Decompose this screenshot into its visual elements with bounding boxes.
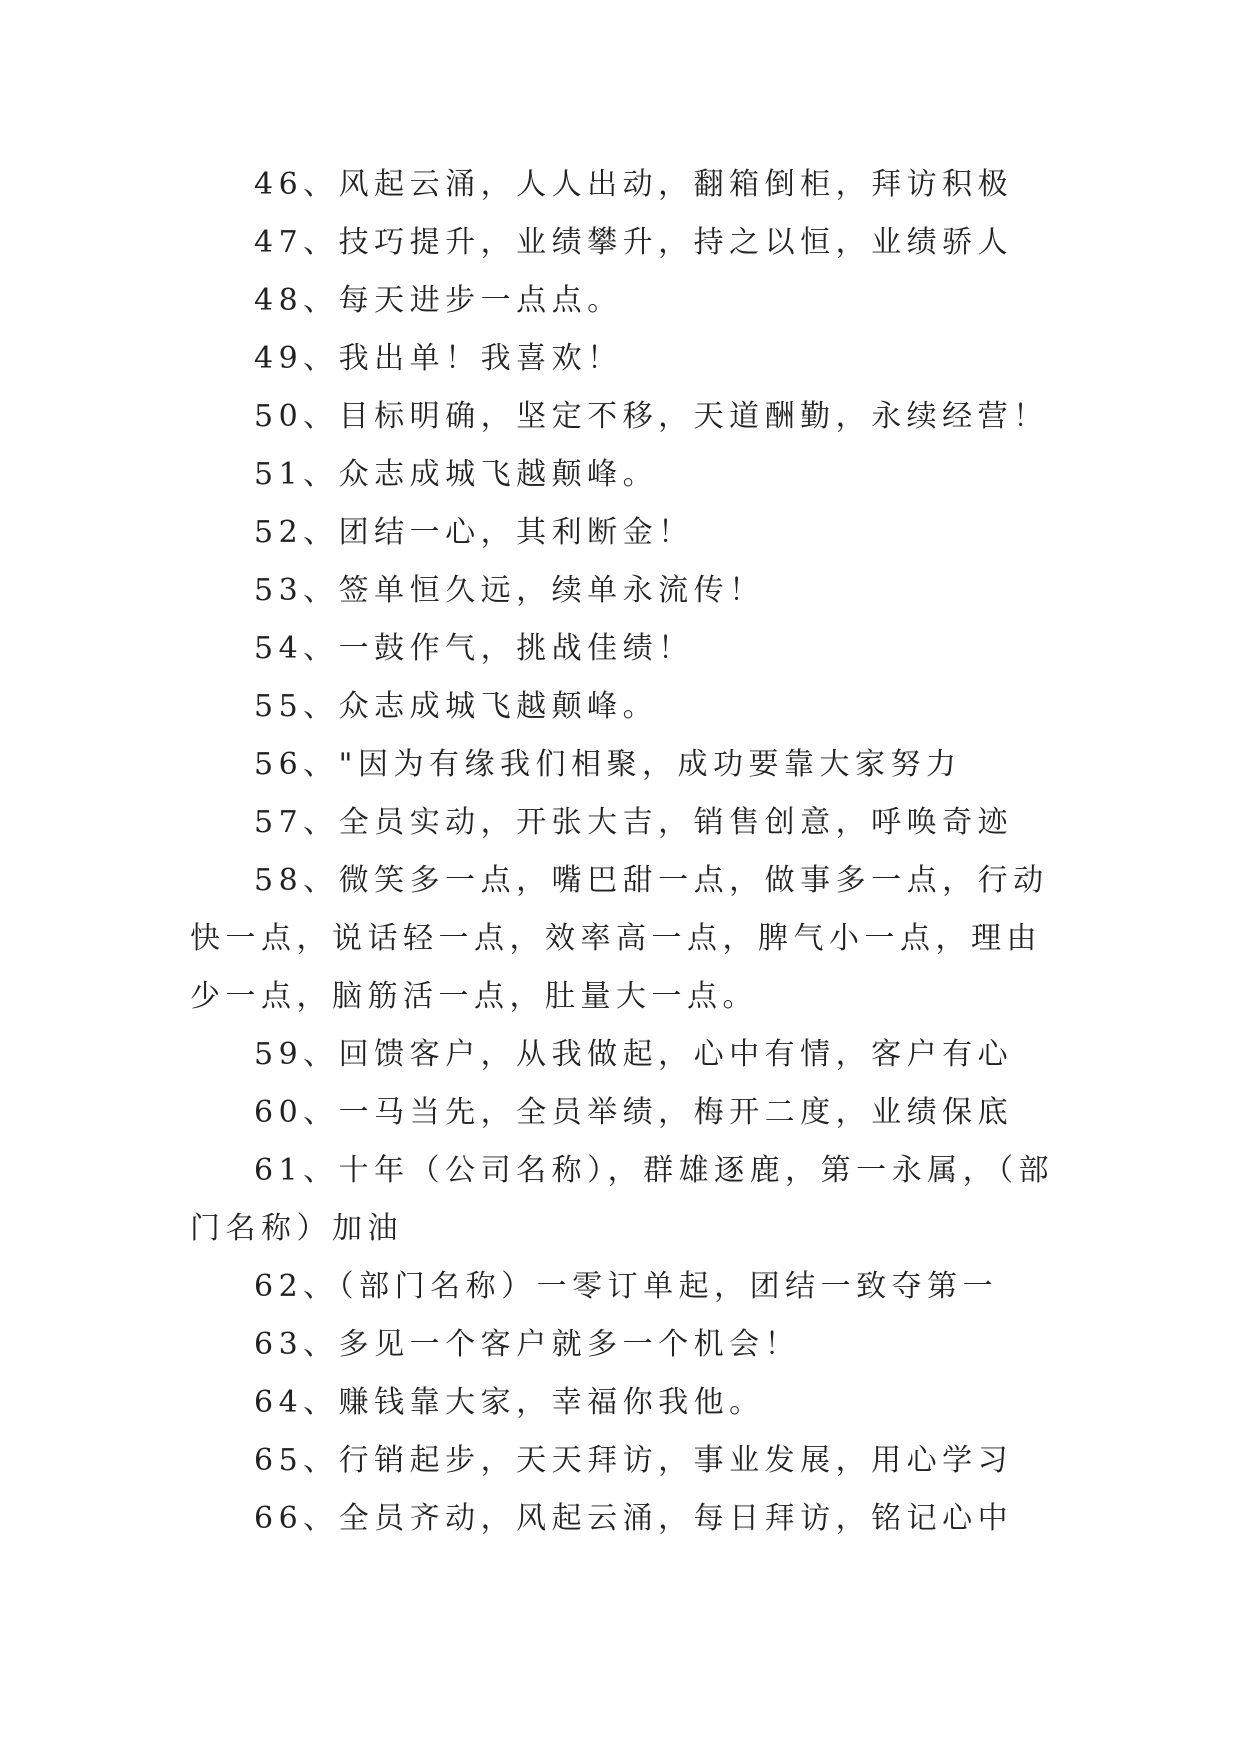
- list-item: 66、全员齐动，风起云涌，每日拜访，铭记心中: [254, 1501, 1014, 1536]
- list-item: 63、多见一个客户就多一个机会！: [254, 1327, 801, 1362]
- list-item: 61、十年（公司名称），群雄逐鹿，第一永属，（部门名称）加油: [190, 1153, 1055, 1246]
- list-item: 51、众志成城飞越颠峰。: [254, 457, 659, 492]
- list-item: 59、回馈客户，从我做起，心中有情，客户有心: [254, 1037, 1014, 1072]
- list-item: 55、众志成城飞越颠峰。: [254, 689, 659, 724]
- document-body: [190, 156, 1070, 1548]
- list-item: 50、目标明确，坚定不移，天道酬勤，永续经营！: [254, 399, 1049, 434]
- list-item: 56、"因为有缘我们相聚，成功要靠大家努力: [254, 747, 962, 782]
- list-item: 52、团结一心，其利断金！: [254, 515, 694, 550]
- list-item: 49、我出单！我喜欢！: [254, 341, 623, 376]
- list-item: 47、技巧提升，业绩攀升，持之以恒，业绩骄人: [254, 225, 1014, 260]
- list-item: 65、行销起步，天天拜访，事业发展，用心学习: [254, 1443, 1014, 1478]
- list-item: 46、风起云涌，人人出动，翻箱倒柜，拜访积极: [254, 167, 1014, 202]
- list-item: 48、每天进步一点点。: [254, 283, 623, 318]
- list-item: 62、（部门名称）一零订单起，团结一致夺第一: [254, 1269, 999, 1304]
- list-item: 53、签单恒久远，续单永流传！: [254, 573, 765, 608]
- list-item: 57、全员实动，开张大吉，销售创意，呼唤奇迹: [254, 805, 1014, 840]
- list-item: 60、一马当先，全员举绩，梅开二度，业绩保底: [254, 1095, 1014, 1130]
- list-item: 64、赚钱靠大家，幸福你我他。: [254, 1385, 765, 1420]
- list-item: 58、微笑多一点，嘴巴甜一点，做事多一点，行动快一点，说话轻一点，效率高一点，脾气小一点，理由少一点，脑筋活一点，肚量大一点。: [190, 863, 1049, 1014]
- list-item: 54、一鼓作气，挑战佳绩！: [254, 631, 694, 666]
